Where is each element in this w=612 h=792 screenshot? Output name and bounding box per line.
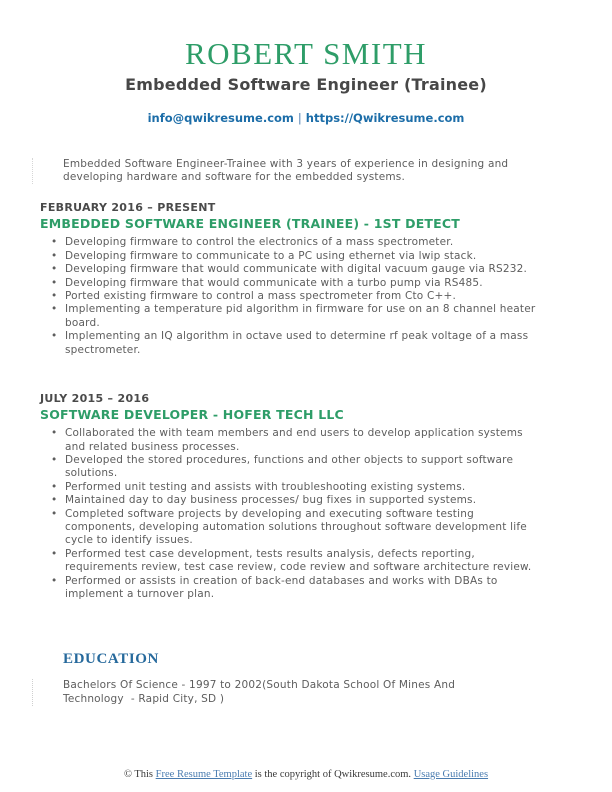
job-dates: JULY 2015 – 2016 [40,392,150,406]
contact-separator: | [297,110,302,125]
copyright-text: is the copyright of Qwikresume.com. [252,769,414,780]
bullet-list [40,427,572,601]
usage-guidelines-link[interactable]: Usage Guidelines [413,769,489,780]
page-footer [0,769,612,780]
resume-header [40,36,572,125]
experience-section-2 [40,392,572,601]
bullet-item: • Developing firmware to control the electronics of a mass spectrometer. [65,236,543,249]
job-heading: SOFTWARE DEVELOPER - HOFER TECH LLC [40,407,344,423]
job-heading: EMBEDDED SOFTWARE ENGINEER (TRAINEE) - 1ST DETECT [40,216,460,232]
education-block [32,679,572,706]
bullet-item: • Developing firmware to communicate to a PC using ethernet via lwip stack. [65,250,543,263]
resume-title: Embedded Software Engineer (Trainee) [125,74,487,94]
bullet-item: • Performed unit testing and assists with troubleshooting existing systems. [65,481,543,494]
free-resume-template-link[interactable]: Free Resume Template [155,769,253,780]
education-section [40,651,572,706]
bullet-item: • Implementing an IQ algorithm in octave used to determine rf peak voltage of a mass spectrometer. [65,330,543,357]
bullet-item: • Developing firmware that would communicate with a turbo pump via RS485. [65,277,543,290]
bullet-item: • Completed software projects by developing and executing software testing components, developing automation solutions throughout software development life cycle to identify issues. [65,508,543,548]
contact-line [40,111,572,125]
bullet-item: • Performed or assists in creation of back-end databases and works with DBAs to implement a turnover plan. [65,575,543,602]
bullet-item: • Ported existing firmware to control a mass spectrometer from Cto C++. [65,290,543,303]
bullet-list [40,236,572,357]
summary-section [32,158,572,185]
education-entry: Bachelors Of Science - 1997 to 2002(South Dakota School Of Mines And Technology - Rapid City, SD ) [63,679,459,705]
email-link[interactable]: info@qwikresume.com [147,110,294,125]
bullet-item: • Performed test case development, tests results analysis, defects reporting, requirements review, test case review, code review and software architecture review. [65,548,543,575]
education-heading: EDUCATION [63,651,159,668]
copyright-text: © This [123,769,156,780]
summary-text: Embedded Software Engineer-Trainee with 3 years of experience in designing and developing hardware and software for the embedded systems. [63,157,509,184]
bullet-item: • Implementing a temperature pid algorithm in firmware for use on an 8 channel heater board. [65,303,543,330]
bullet-item: • Developing firmware that would communicate with digital vacuum gauge via RS232. [65,263,543,276]
experience-section-1 [40,201,572,357]
resume-name: ROBERT SMITH [184,36,428,71]
job-dates: FEBRUARY 2016 – PRESENT [40,201,216,215]
bullet-item: • Developed the stored procedures, functions and other objects to support software solutions. [65,454,543,481]
bullet-item: • Maintained day to day business processes/ bug fixes in supported systems. [65,494,543,507]
bullet-item: • Collaborated the with team members and end users to develop application systems and related business processes. [65,427,543,454]
website-link[interactable]: https://Qwikresume.com [305,110,465,125]
